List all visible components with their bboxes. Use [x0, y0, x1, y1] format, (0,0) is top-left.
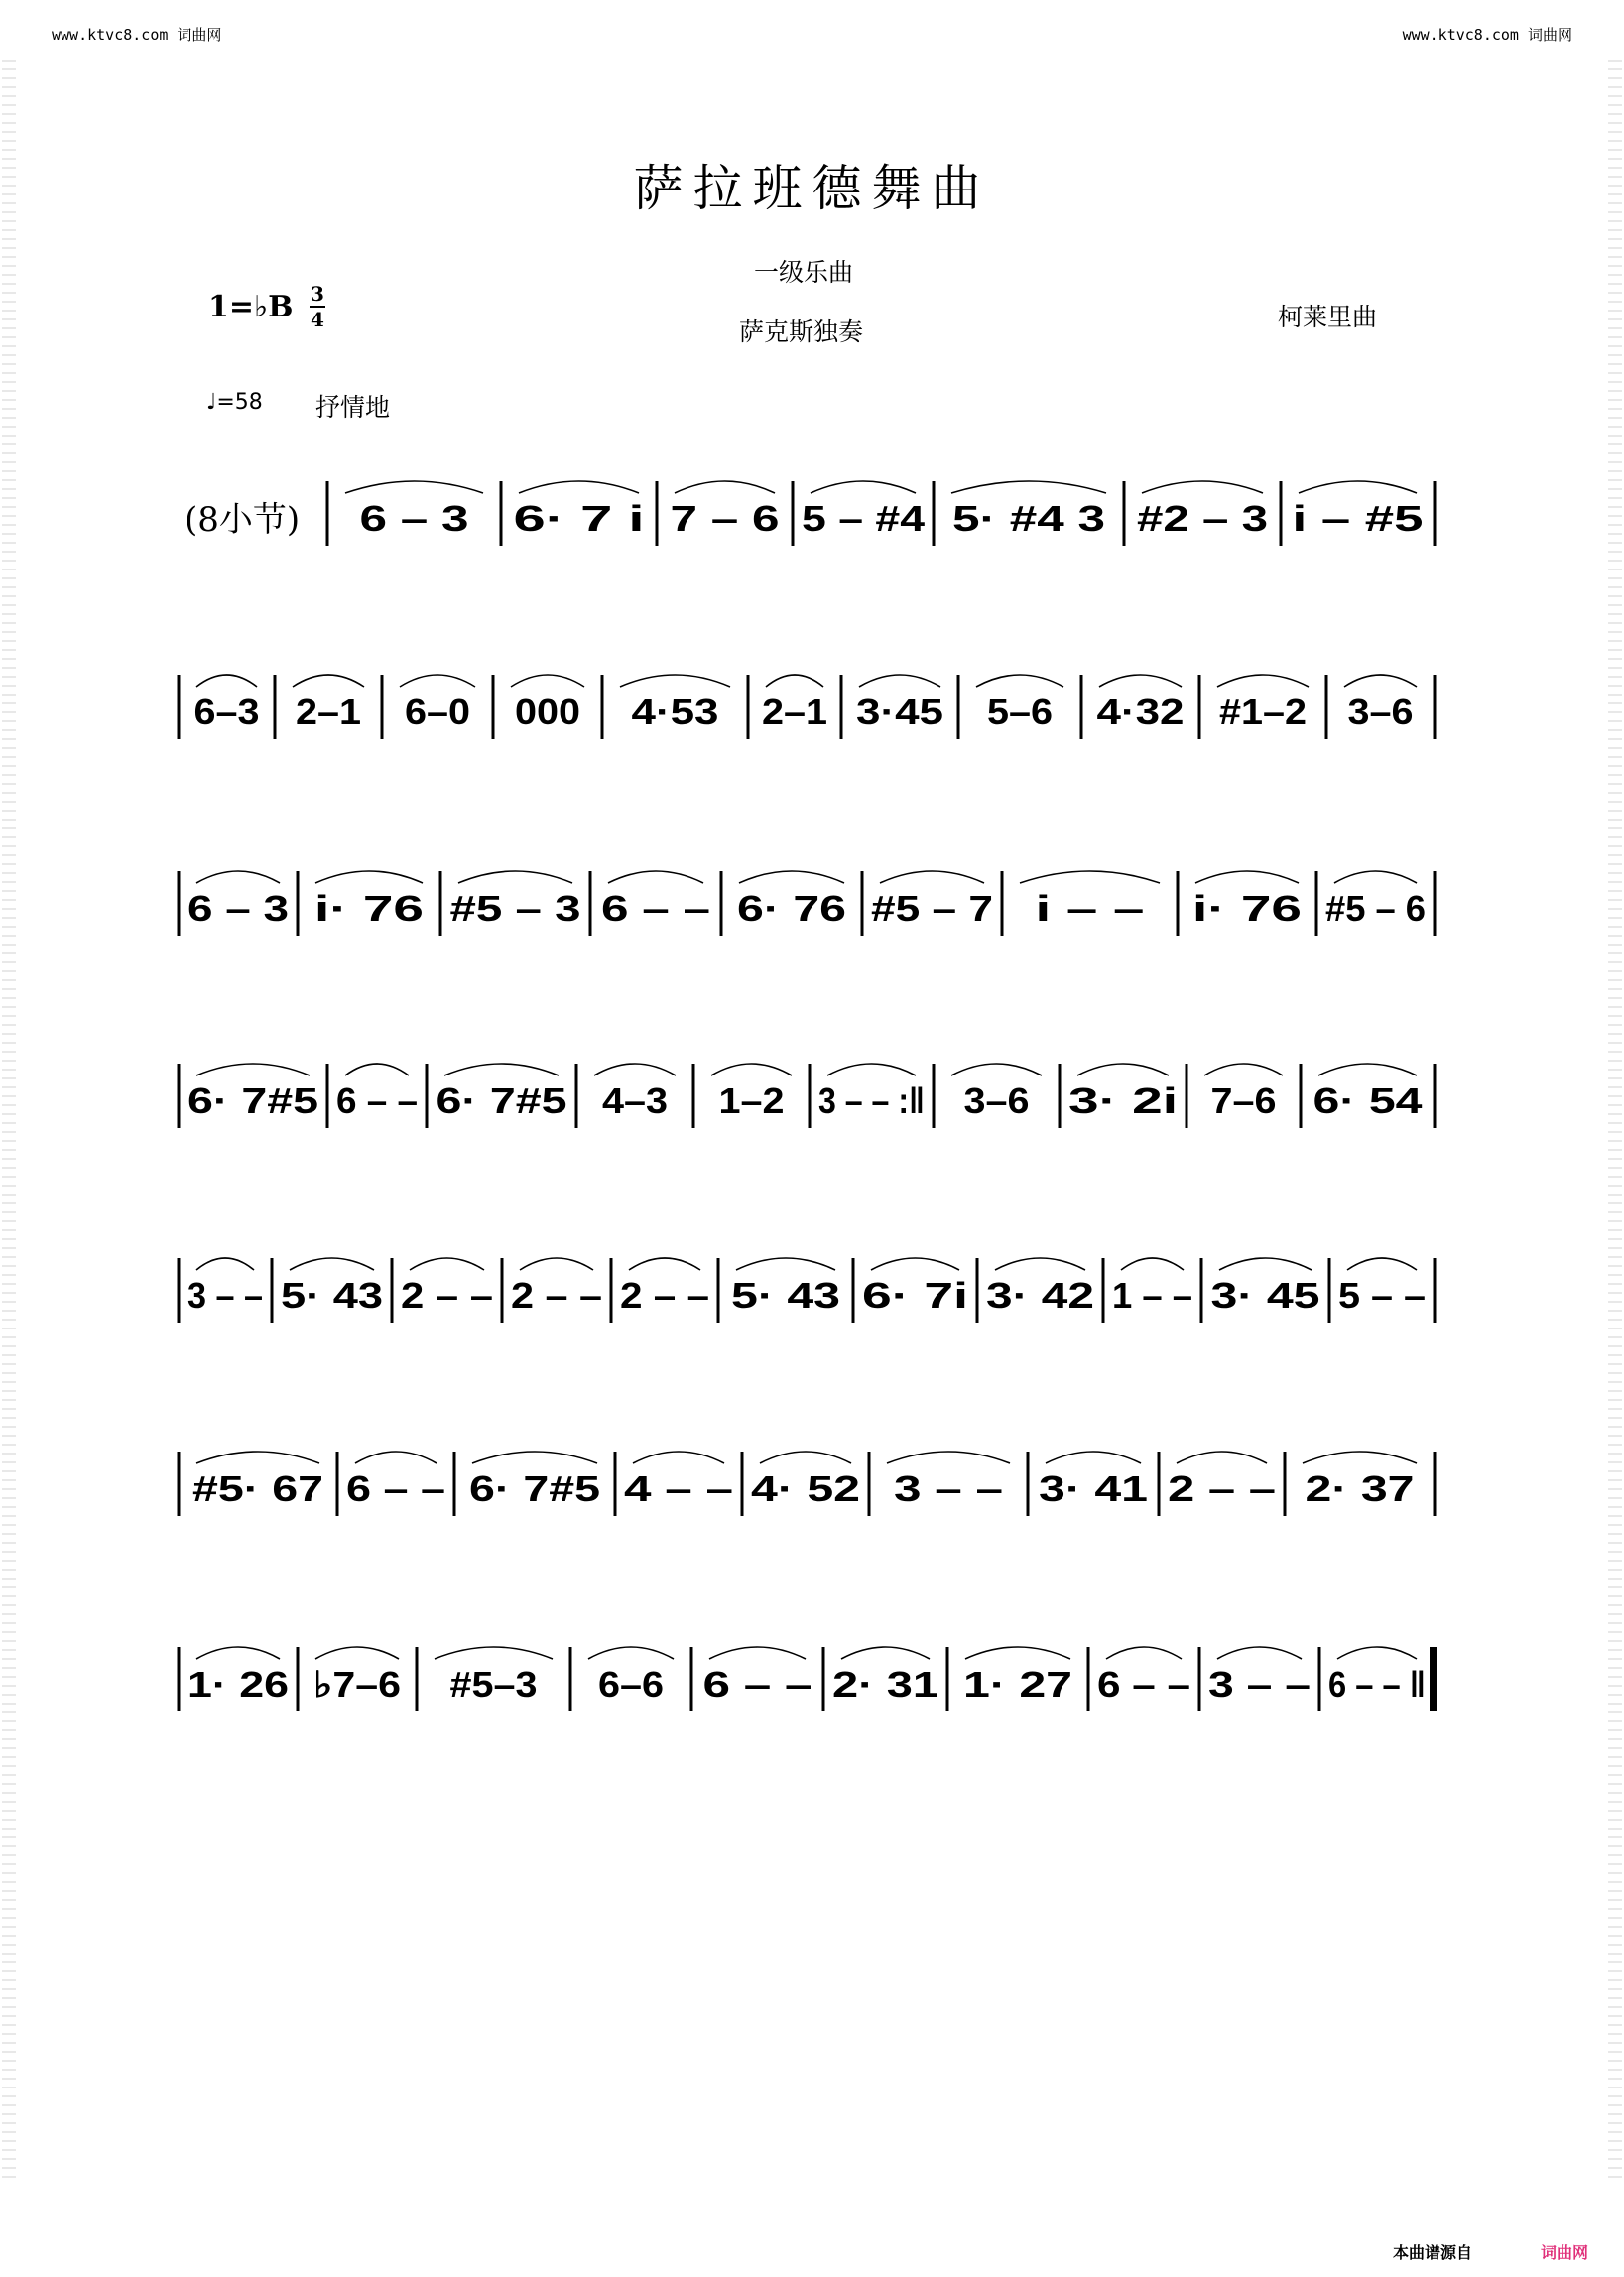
slur-arc — [760, 1452, 851, 1463]
score-measure: i – – — [1035, 888, 1145, 929]
score-measure: 6· 7#5 — [187, 1080, 318, 1121]
slur-arc — [976, 675, 1063, 687]
score-measure: #2 – 3 — [1137, 498, 1268, 539]
score-measure: 6 – – — [702, 1664, 812, 1705]
performance-label: 萨克斯独奏 — [739, 317, 864, 346]
score-measure: 3 – – :‖ — [818, 1080, 925, 1121]
score-measure: 000 — [515, 692, 580, 732]
score-measure: 6· 7#5 — [469, 1468, 600, 1509]
score-measure: #1–2 — [1219, 692, 1307, 732]
score-measure: #5 – 6 — [1325, 888, 1426, 929]
time-signature-bottom: 4 — [311, 308, 324, 331]
score-row — [179, 675, 1435, 739]
score-measure: 5–6 — [987, 692, 1053, 732]
slur-arc — [995, 1258, 1085, 1270]
score-measure: 2· 31 — [832, 1664, 938, 1705]
key-signature: 1=♭B — [208, 290, 294, 324]
slur-arc — [711, 1064, 792, 1075]
slur-arc — [458, 871, 572, 883]
score-measure: 1–2 — [718, 1080, 785, 1121]
score-extras — [1430, 1647, 1437, 1711]
score-measure: 6· 76 — [737, 888, 846, 929]
score-measure: 2 – – — [401, 1275, 493, 1316]
score-measure: 4· 52 — [751, 1468, 860, 1509]
score-measure: 4·53 — [631, 692, 719, 732]
score-measure: i· 76 — [314, 888, 424, 929]
slur-arc — [709, 1647, 806, 1659]
slur-arc — [196, 675, 257, 687]
score-measure: 2–1 — [762, 692, 827, 732]
slur-arc — [345, 1064, 409, 1075]
slur-arc — [811, 481, 916, 493]
score-measure: 5· #4 3 — [952, 498, 1105, 539]
score-measure: 6· 54 — [1312, 1080, 1423, 1121]
score-measure: 6–3 — [193, 692, 260, 732]
slur-arc — [766, 675, 823, 687]
score-measure: 7 – 6 — [670, 498, 780, 539]
score-measure: 2–1 — [296, 692, 361, 732]
slur-arc — [951, 481, 1106, 493]
slur-arc — [1204, 1064, 1283, 1075]
slur-arc — [444, 1064, 559, 1075]
score-row — [179, 871, 1435, 936]
score-measure: 6 – – — [336, 1080, 418, 1121]
slur-arc — [620, 675, 730, 687]
score-measure: 5 – – — [1338, 1275, 1426, 1316]
slur-arc — [951, 1064, 1042, 1075]
slur-arc — [871, 1258, 959, 1270]
slur-arc — [608, 871, 703, 883]
slur-arc — [633, 1452, 724, 1463]
slur-arc — [1217, 1647, 1302, 1659]
page-title: 萨拉班德舞曲 — [633, 160, 991, 217]
score-measure: 3·45 — [856, 692, 943, 732]
score-measure: 5 – #4 — [802, 498, 925, 539]
slur-arc — [1142, 481, 1263, 493]
score-row — [179, 1452, 1435, 1516]
slur-arc — [1337, 1647, 1417, 1659]
score-measure: 2 – – — [1168, 1468, 1276, 1509]
intro-label: (8小节) — [185, 500, 301, 540]
score-measure: 6 – 3 — [187, 888, 289, 929]
score-measure: 2 – – — [620, 1275, 709, 1316]
slur-arc — [675, 481, 775, 493]
slur-arc — [315, 871, 423, 883]
slur-arc — [1046, 1452, 1141, 1463]
score-measure: 3 – – — [1208, 1664, 1311, 1705]
header-right-watermark[interactable]: www.ktvc8.com 词曲网 — [1402, 26, 1572, 44]
slur-arc — [290, 1258, 374, 1270]
slur-arc — [315, 1647, 399, 1659]
score-measure: 6 – – — [346, 1468, 445, 1509]
score-measure: 3 – – — [187, 1275, 263, 1316]
score-measure: 6 – – — [1097, 1664, 1190, 1705]
slur-arc — [1121, 1258, 1184, 1270]
score-row — [179, 1647, 1435, 1711]
slur-arc — [1344, 675, 1417, 687]
time-signature-top: 3 — [311, 282, 324, 306]
composer-label: 柯莱里曲 — [1278, 303, 1378, 331]
slur-arc — [410, 1258, 484, 1270]
score-measure: 2 – – — [511, 1275, 602, 1316]
slur-arc — [841, 1647, 930, 1659]
score-measure: #5 – 3 — [449, 888, 581, 929]
slur-arc — [887, 1452, 1010, 1463]
score-measure: 2· 37 — [1305, 1468, 1415, 1509]
slur-arc — [1219, 1258, 1312, 1270]
score-row — [179, 1064, 1435, 1128]
slur-arc — [355, 1452, 437, 1463]
slur-arc — [293, 675, 364, 687]
score-measure: #5· 67 — [192, 1468, 323, 1509]
score-measure: 5· 43 — [731, 1275, 840, 1316]
slur-arc — [594, 1064, 676, 1075]
score-measure: 3–6 — [1347, 692, 1414, 732]
slur-arc — [511, 675, 584, 687]
score-measure: 7–6 — [1210, 1080, 1277, 1121]
score-measure: 3· 45 — [1210, 1275, 1320, 1316]
score-row — [179, 1258, 1435, 1323]
slur-arc — [1177, 1452, 1267, 1463]
slur-arc — [1318, 1064, 1417, 1075]
slur-arc — [736, 1258, 835, 1270]
slur-arc — [196, 1064, 310, 1075]
score-measure: 3 – – — [894, 1468, 1003, 1509]
score-measure: 1· 26 — [187, 1664, 289, 1705]
slur-arc — [435, 1647, 553, 1659]
grade-label: 一级乐曲 — [754, 258, 854, 287]
slur-arc — [739, 871, 844, 883]
slur-arc — [859, 675, 940, 687]
slur-arc — [472, 1452, 597, 1463]
slur-arc — [1099, 675, 1182, 687]
score-measure: #5–3 — [449, 1664, 538, 1705]
slur-arc — [400, 675, 475, 687]
score-measure: ♭7–6 — [313, 1664, 401, 1705]
slur-arc — [588, 1647, 674, 1659]
score-measure: 1 – – — [1112, 1275, 1192, 1316]
score-measure: 6· 7 i — [513, 498, 645, 539]
slur-arc — [1020, 871, 1160, 883]
score-measure: i – #5 — [1292, 498, 1424, 539]
slur-arc — [1106, 1647, 1182, 1659]
score-measure: 6–0 — [405, 692, 470, 732]
score-measure: 1· 27 — [963, 1664, 1072, 1705]
header-left-watermark[interactable]: www.ktvc8.com 词曲网 — [52, 26, 222, 44]
score-measure: 3–6 — [963, 1080, 1030, 1121]
score-measure: 6 – 3 — [359, 498, 469, 539]
footer-site-link[interactable]: 词曲网 — [1541, 2243, 1589, 2262]
score-row — [327, 481, 1435, 546]
slur-arc — [196, 871, 280, 883]
slur-arc — [827, 1064, 916, 1075]
score-measure: 6· 7#5 — [436, 1080, 567, 1121]
score-measure: 6 – – ‖ — [1328, 1664, 1426, 1705]
score-measure: 5· 43 — [281, 1275, 383, 1316]
slur-arc — [1347, 1258, 1417, 1270]
slur-arc — [965, 1647, 1070, 1659]
score-measure: #5 – 7 — [871, 888, 993, 929]
slur-arc — [1334, 871, 1417, 883]
score-measure: 3· 42 — [986, 1275, 1094, 1316]
slur-arc — [1195, 871, 1299, 883]
final-barline — [1430, 1647, 1437, 1711]
score-measure: i· 76 — [1192, 888, 1302, 929]
footer-source-label: 本曲谱源自 — [1393, 2243, 1473, 2262]
score-measure: 3· 41 — [1039, 1468, 1148, 1509]
slur-arc — [196, 1452, 319, 1463]
score-measure: 3· 2i — [1068, 1080, 1178, 1121]
score-measure: 4·32 — [1096, 692, 1185, 732]
slur-arc — [1299, 481, 1417, 493]
slur-arc — [519, 481, 639, 493]
slur-arc — [1077, 1064, 1169, 1075]
slur-arc — [1217, 675, 1309, 687]
slur-arc — [196, 1258, 254, 1270]
slur-arc — [196, 1647, 280, 1659]
slur-arc — [345, 481, 483, 493]
score-measure: 4 – – — [624, 1468, 733, 1509]
slur-arc — [1303, 1452, 1417, 1463]
slur-arc — [880, 871, 984, 883]
score-measure: 4–3 — [602, 1080, 668, 1121]
score-measure: 6· 7i — [862, 1275, 968, 1316]
slur-arc — [629, 1258, 700, 1270]
expression-marking: 抒情地 — [315, 393, 391, 422]
score-rows — [179, 481, 1435, 1711]
slur-arc — [520, 1258, 593, 1270]
score-measure: 6–6 — [598, 1664, 664, 1705]
score-measure: 6 – – — [601, 888, 710, 929]
tempo-marking: ♩=58 — [206, 390, 263, 415]
